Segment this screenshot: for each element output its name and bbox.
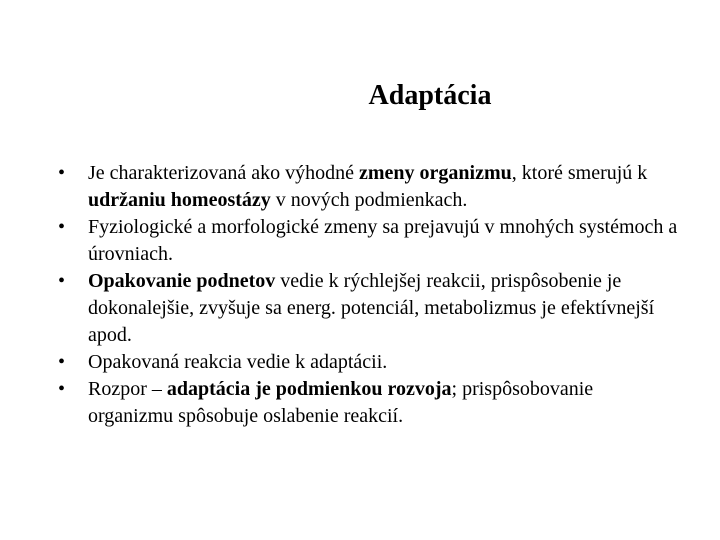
bullet-dot-icon: • bbox=[58, 216, 66, 238]
text-segment: Je charakterizovaná ako výhodné bbox=[88, 162, 359, 184]
bullet-item bbox=[58, 214, 678, 268]
emphasis-text: adaptácia je podmienkou rozvoja bbox=[166, 378, 452, 400]
text-segment: v nových podmienkach. bbox=[270, 189, 468, 211]
emphasis-text: Opakovanie podnetov bbox=[88, 270, 276, 292]
bullet-dot-icon: • bbox=[58, 378, 66, 400]
text-segment: Fyziologické a morfologické zmeny sa prejavujú v mnohých systémoch a úrovniach. bbox=[88, 216, 678, 265]
text-segment: Rozpor – bbox=[88, 378, 167, 400]
bullet-item bbox=[58, 268, 678, 349]
slide-title: Adaptácia bbox=[368, 80, 492, 111]
bullet-list bbox=[58, 160, 678, 430]
text-segment: , ktoré smerujú k bbox=[511, 162, 648, 184]
emphasis-text: zmeny organizmu bbox=[359, 162, 512, 184]
text-segment: ; prispôsobovanie organizmu spôsobuje oslabenie reakcií. bbox=[88, 378, 594, 427]
bullet-item bbox=[58, 376, 678, 430]
text-segment: Opakovaná reakcia vedie k adaptácii. bbox=[88, 351, 388, 373]
bullet-item bbox=[58, 349, 678, 376]
bullet-dot-icon: • bbox=[58, 270, 66, 292]
emphasis-text: udržaniu homeostázy bbox=[88, 189, 271, 211]
text-segment: vedie k rýchlejšej reakcii, prispôsobenie je dokonalejšie, zvyšuje sa energ. potenciál, metabolizmus je efektívnejší apod. bbox=[88, 270, 655, 346]
bullet-dot-icon: • bbox=[58, 162, 66, 184]
bullet-item bbox=[58, 160, 678, 214]
bullet-dot-icon: • bbox=[58, 351, 66, 373]
